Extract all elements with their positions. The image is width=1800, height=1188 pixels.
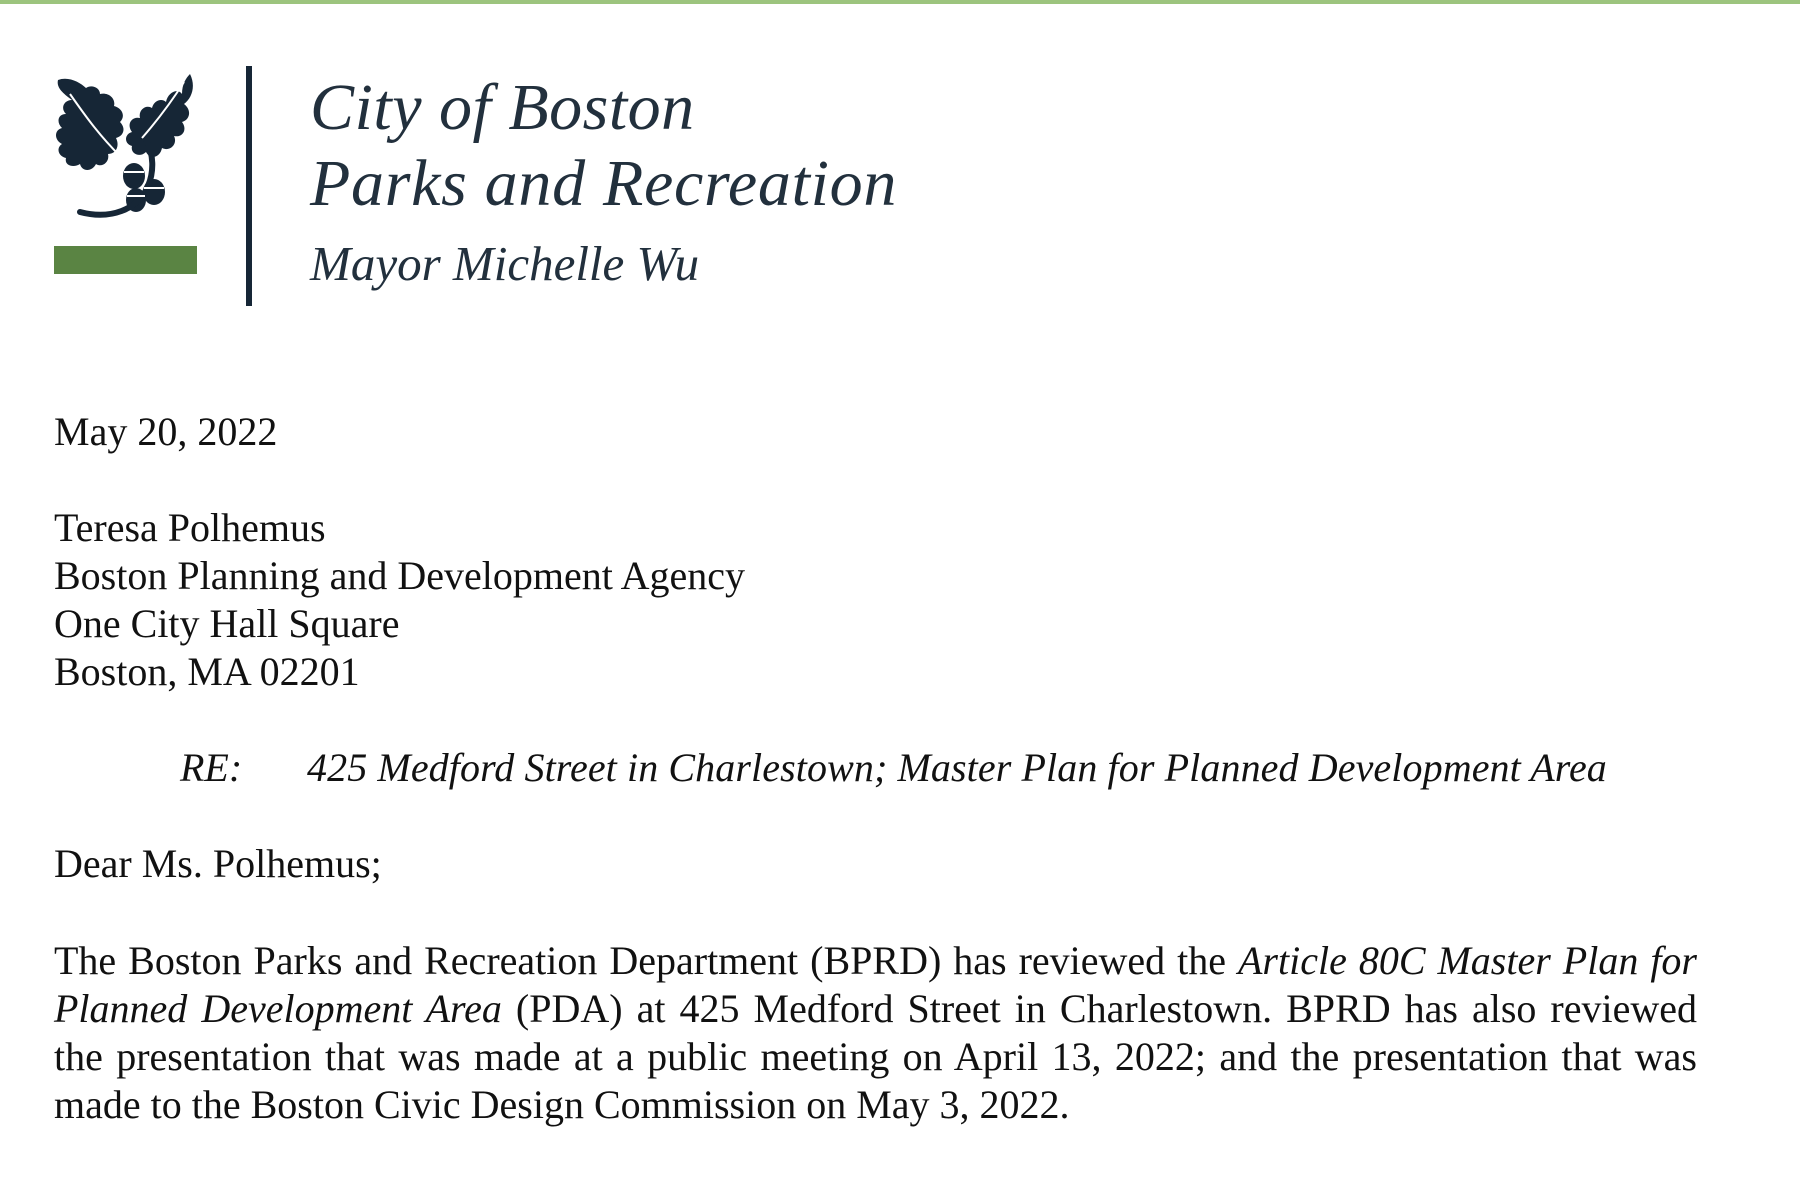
paragraph-text-part1: The Boston Parks and Recreation Department (BPRD) has reviewed the (54, 938, 1238, 983)
oak-leaf-acorn-icon (50, 74, 200, 224)
recipient-address (54, 504, 745, 696)
logo-accent-bar (54, 246, 197, 274)
paragraph-text-part2: (PDA) at 425 Medford Street in Charlestown. BPRD has also reviewed the presentation that was made at a public meeting on April 13, 2022; and the presentation that was made to the Boston Civic Design Commission on May 3, 2022. (54, 986, 1697, 1127)
org-name-line1: City of Boston (310, 71, 695, 144)
letterhead-divider (246, 66, 252, 306)
letterhead-text (310, 70, 897, 294)
re-subject: 425 Medford Street in Charlestown; Master Plan for Planned Development Area (307, 745, 1607, 790)
salutation: Dear Ms. Polhemus; (54, 841, 382, 886)
document-title-italic: Article 80C Master Plan for Planned Development Area (54, 938, 1697, 1031)
recipient-organization: Boston Planning and Development Agency (54, 553, 746, 598)
recipient-city-state-zip: Boston, MA 02201 (54, 649, 360, 694)
recipient-name: Teresa Polhemus (54, 505, 326, 550)
letter-date: May 20, 2022 (54, 409, 278, 454)
org-name-line2: Parks and Recreation (310, 147, 898, 220)
body-paragraph (54, 937, 1697, 1129)
mayor-line: Mayor Michelle Wu (310, 236, 700, 291)
recipient-street: One City Hall Square (54, 601, 400, 646)
top-rule (0, 0, 1800, 4)
re-label: RE: (180, 745, 243, 790)
